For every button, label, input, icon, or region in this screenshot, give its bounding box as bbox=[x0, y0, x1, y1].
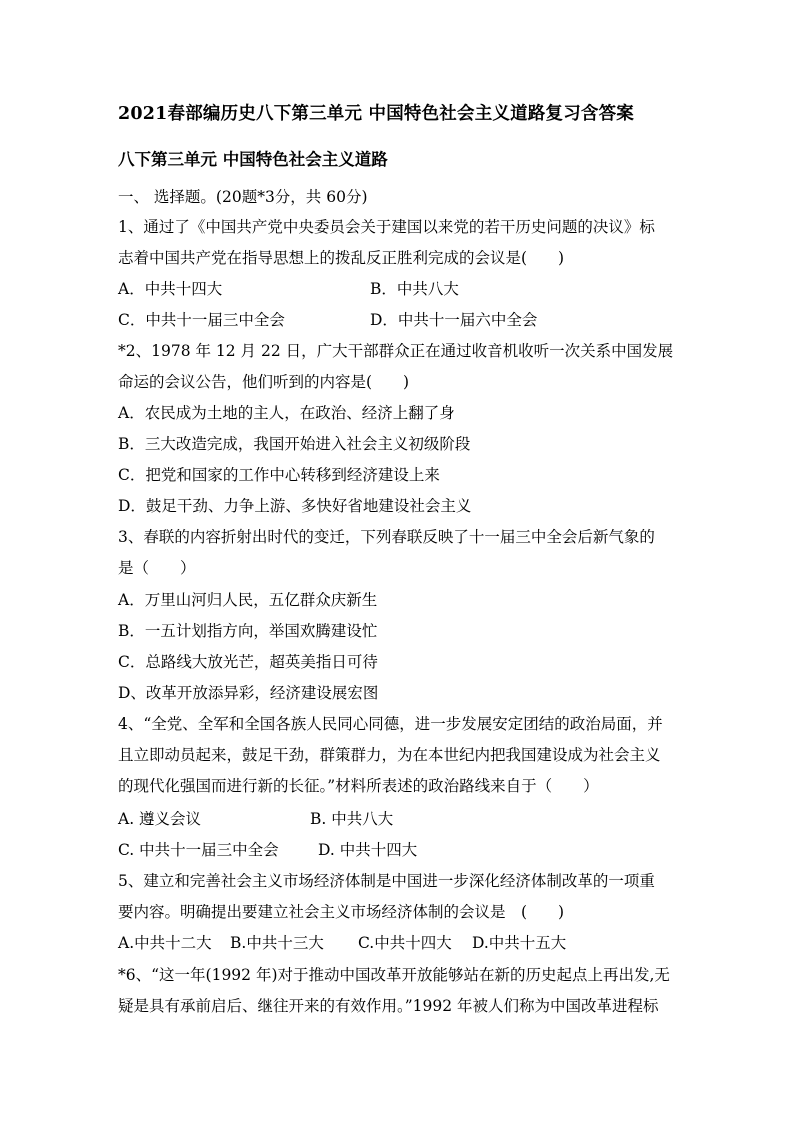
question-1-option-c: C．中共十一届三中全会 bbox=[118, 311, 285, 329]
question-2-option-c: C．把党和国家的工作中心转移到经济建设上来 bbox=[118, 466, 440, 484]
question-5-option-b: B.中共十三大 bbox=[230, 934, 324, 952]
question-1-option-a: A．中共十四大 bbox=[118, 280, 223, 298]
question-4-option-b: B. 中共八大 bbox=[310, 810, 394, 828]
question-1-line-1: 1、通过了《中国共产党中央委员会关于建国以来党的若干历史问题的决议》标 bbox=[118, 218, 655, 236]
question-4-options-row-1 bbox=[118, 809, 678, 829]
question-4-option-d: D. 中共十四大 bbox=[318, 841, 418, 859]
question-3-line-1: 3、春联的内容折射出时代的变迁，下列春联反映了十一届三中全会后新气象的 bbox=[118, 528, 655, 546]
question-5-line-2: 要内容。明确提出要建立社会主义市场经济体制的会议是 ( ) bbox=[118, 903, 565, 921]
question-5-option-d: D.中共十五大 bbox=[472, 934, 567, 952]
question-4-option-a: A. 遵义会议 bbox=[118, 810, 202, 828]
question-5-option-c: C.中共十四大 bbox=[358, 934, 452, 952]
question-3-option-d: D、改革开放添异彩，经济建设展宏图 bbox=[118, 684, 379, 702]
question-4-line-3: 的现代化强国而进行新的长征。”材料所表述的政治路线来自于（ ） bbox=[118, 777, 599, 795]
question-4-options-row-2 bbox=[118, 840, 678, 860]
question-2-line-2: 命运的会议公告，他们听到的内容是( ) bbox=[118, 373, 410, 391]
question-6-line-2: 疑是具有承前启后、继往开来的有效作用。”1992 年被人们称为中国改革进程标 bbox=[118, 997, 659, 1015]
question-3-option-c: C．总路线大放光芒，超英美指日可待 bbox=[118, 653, 378, 671]
question-4-option-c: C. 中共十一届三中全会 bbox=[118, 841, 279, 859]
question-3-option-a: A．万里山河归人民，五亿群众庆新生 bbox=[118, 591, 378, 609]
question-5-option-a: A.中共十二大 bbox=[118, 934, 212, 952]
question-3-line-2: 是（ ） bbox=[118, 559, 196, 577]
question-4-line-1: 4、“全党、全军和全国各族人民同心同德，进一步发展安定团结的政治局面，并 bbox=[118, 715, 663, 733]
question-3-option-b: B．一五计划指方向，举国欢腾建设忙 bbox=[118, 622, 378, 640]
question-5-line-1: 5、建立和完善社会主义市场经济体制是中国进一步深化经济体制改革的一项重 bbox=[118, 872, 655, 890]
question-1-line-2: 志着中国共产党在指导思想上的拨乱反正胜利完成的会议是( ) bbox=[118, 249, 565, 267]
question-1-options-row-1 bbox=[118, 279, 678, 299]
question-6-line-1: *6、“这一年(1992 年)对于推动中国改革开放能够站在新的历史起点上再出发,无 bbox=[118, 966, 670, 984]
question-4-line-2: 且立即动员起来，鼓足干劲，群策群力，为在本世纪内把我国建设成为社会主义 bbox=[118, 746, 661, 764]
question-2-option-d: D．鼓足干劲、力争上游、多快好省地建设社会主义 bbox=[118, 497, 472, 515]
section-header: 一、 选择题。(20题*3分，共 60分) bbox=[118, 188, 368, 206]
question-2-option-a: A．农民成为土地的主人，在政治、经济上翻了身 bbox=[118, 404, 455, 422]
document-title: 2021春部编历史八下第三单元 中国特色社会主义道路复习含答案 bbox=[118, 104, 634, 124]
question-1-option-d: D．中共十一届六中全会 bbox=[370, 311, 538, 329]
question-5-options-row bbox=[118, 933, 678, 953]
question-2-option-b: B．三大改造完成，我国开始进入社会主义初级阶段 bbox=[118, 435, 471, 453]
question-2-line-1: *2、1978 年 12 月 22 日，广大干部群众正在通过收音机收听一次关系中国发展 bbox=[118, 342, 674, 360]
question-1-option-b: B．中共八大 bbox=[370, 280, 459, 298]
unit-title: 八下第三单元 中国特色社会主义道路 bbox=[118, 150, 388, 169]
question-1-options-row-2 bbox=[118, 310, 678, 330]
